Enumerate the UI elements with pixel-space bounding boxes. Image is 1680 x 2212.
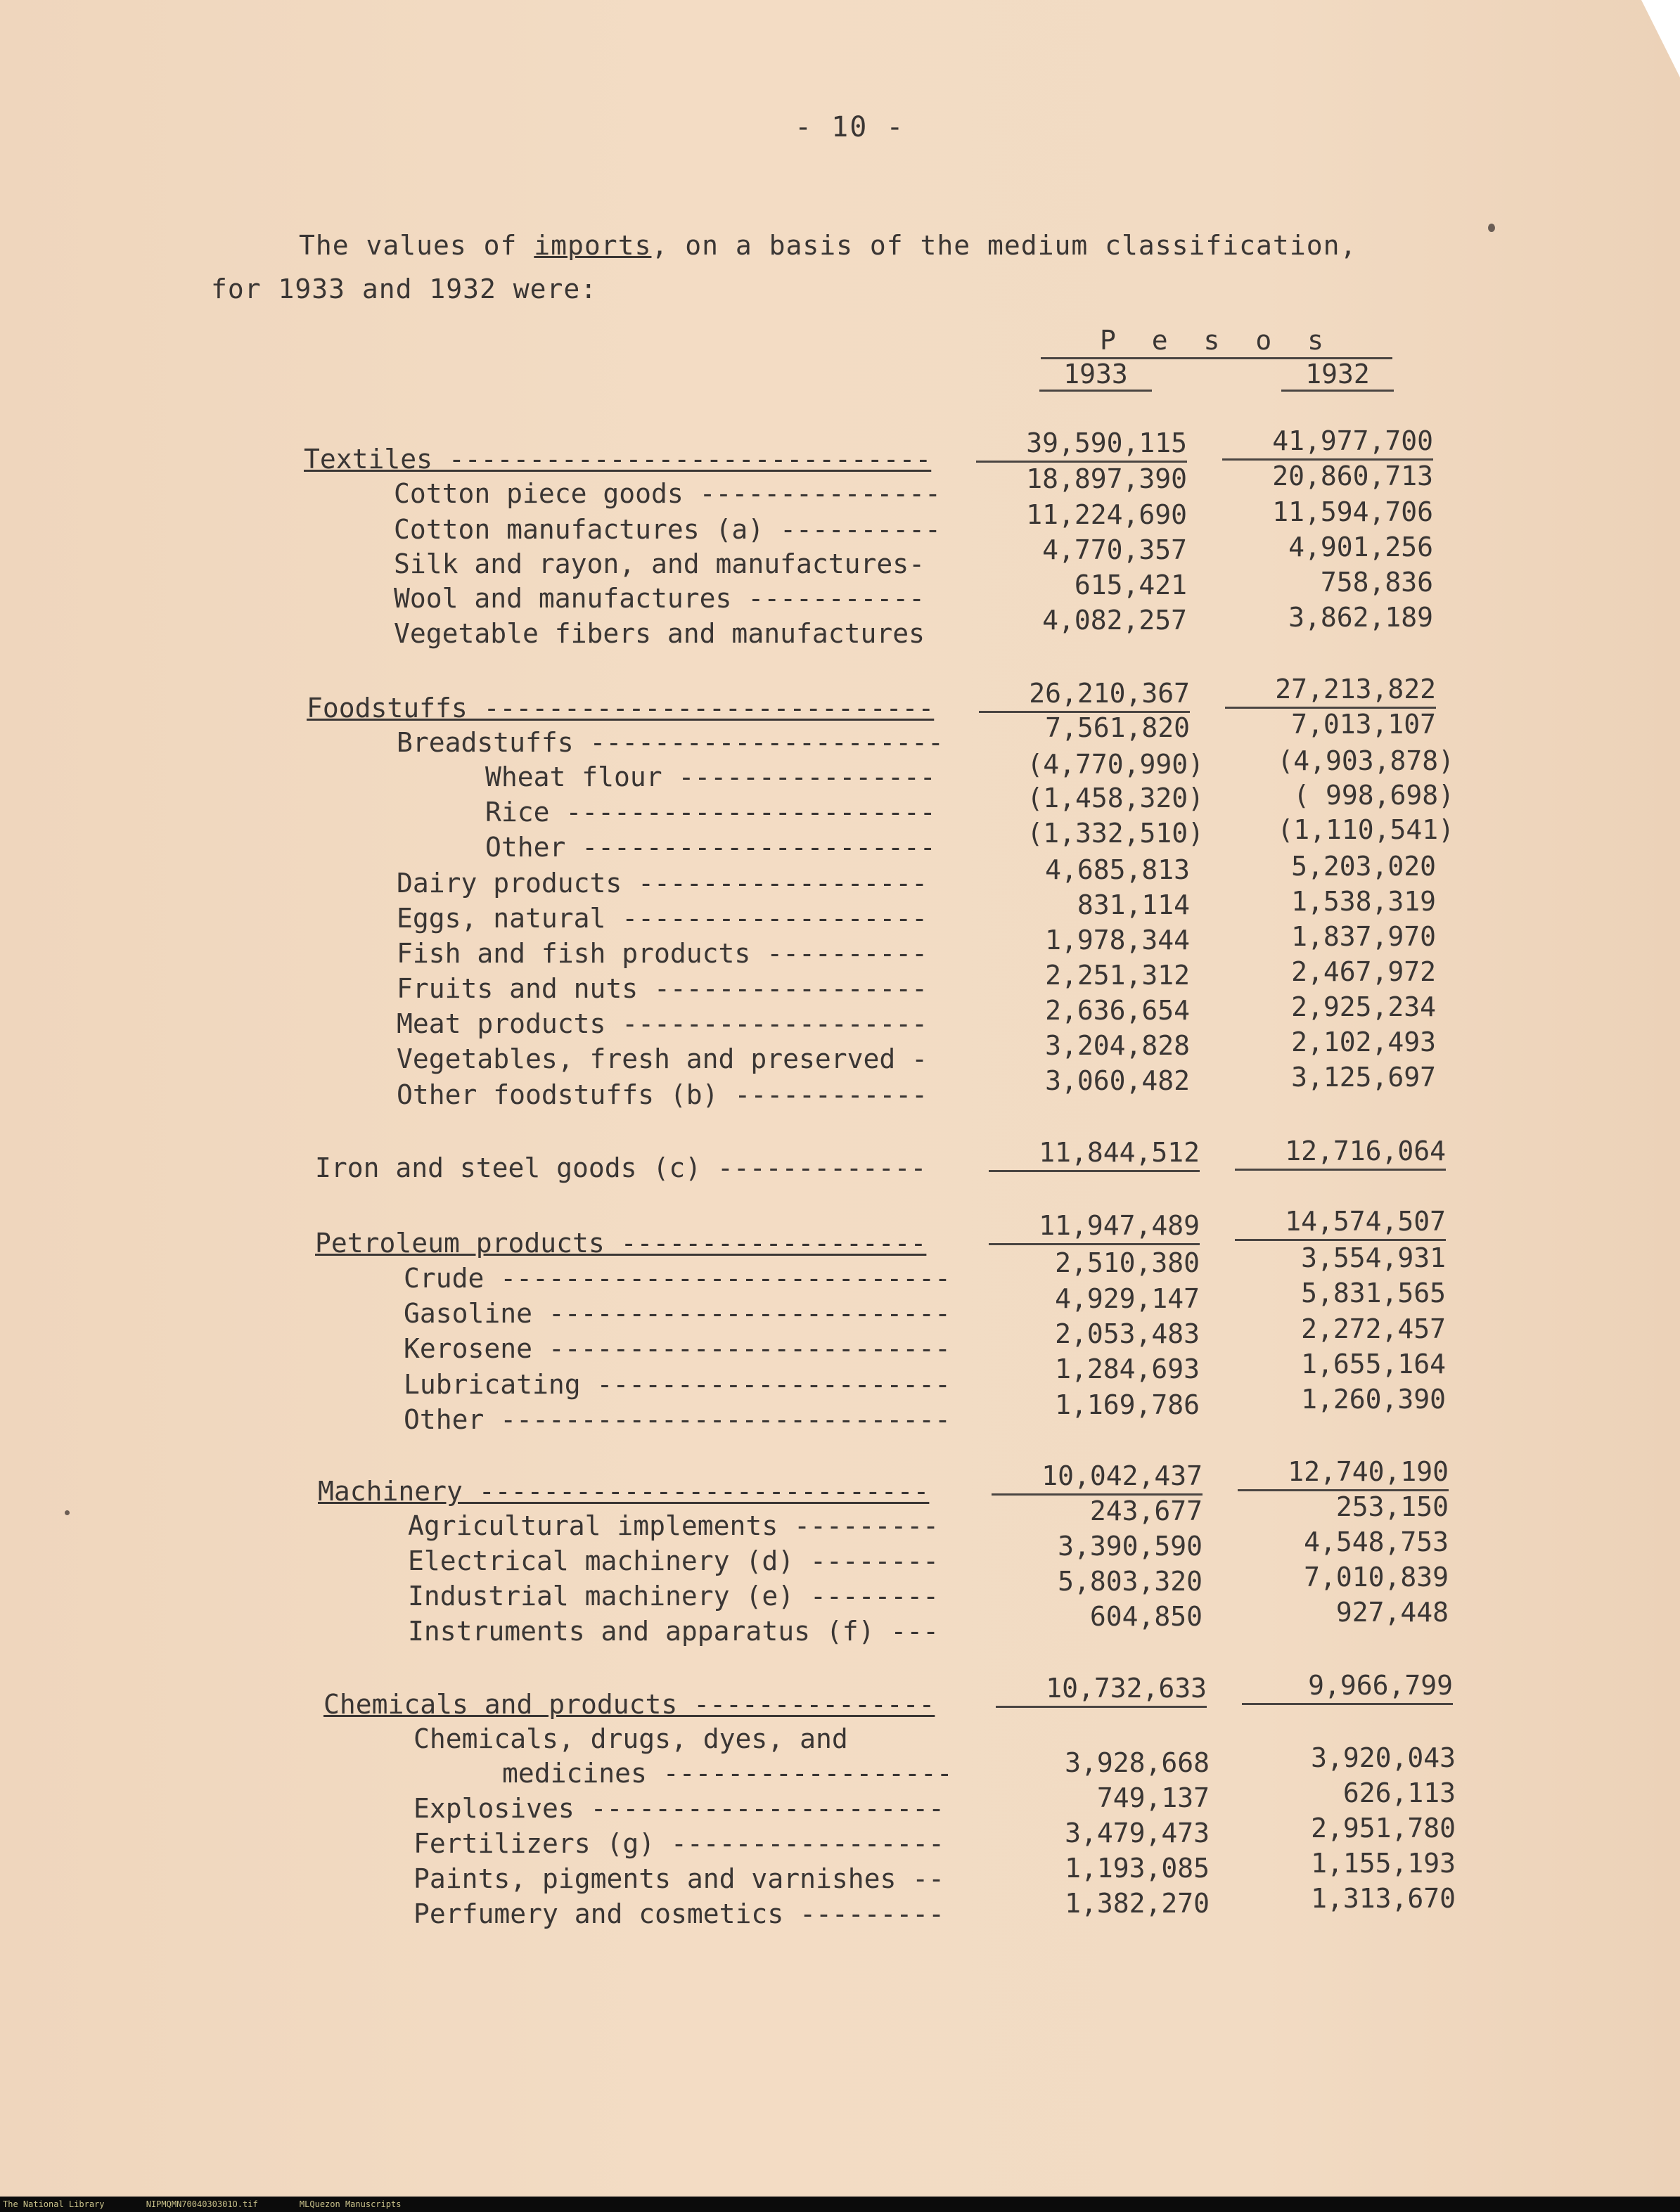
table-cell-1932: 2,102,493: [1291, 1027, 1436, 1057]
table-cell-1933: 604,850: [1089, 1601, 1203, 1632]
table-cell-1933: 2,251,312: [1045, 960, 1190, 991]
table-cell-1933: 2,053,483: [1055, 1318, 1200, 1349]
table-cell-1933: 1,978,344: [1045, 925, 1190, 956]
table-cell-1933: 10,732,633: [996, 1671, 1207, 1708]
table-cell-1933: 11,947,489: [989, 1208, 1200, 1245]
table-cell-1932: 1,655,164: [1301, 1349, 1446, 1380]
table-cell-1933: 3,390,590: [1058, 1531, 1203, 1562]
footer-file: NIPMQMN7004030301O.tif: [146, 2199, 258, 2209]
table-cell-1932: 4,548,753: [1304, 1526, 1449, 1557]
table-cell-1932: 7,010,839: [1304, 1562, 1449, 1593]
table-cell-1933: 26,210,367: [979, 676, 1190, 713]
table-cell-1933: 3,479,473: [1065, 1818, 1210, 1848]
table-cell-1932: 3,862,189: [1288, 602, 1433, 633]
ink-speck: [65, 1510, 70, 1515]
table-cell-1932: 626,113: [1342, 1777, 1456, 1808]
table-cell-1932: 20,860,713: [1272, 461, 1433, 491]
table-cell-1933: 4,770,357: [1042, 534, 1187, 565]
table-cell-1933: 2,636,654: [1045, 995, 1190, 1026]
table-cell-1933: 39,590,115: [976, 425, 1187, 463]
table-cell-1933: 243,677: [1089, 1496, 1203, 1526]
table-cell-1932: 1,538,319: [1291, 886, 1436, 917]
table-cell-1933: 1,284,693: [1055, 1353, 1200, 1384]
table-cell-1933: 749,137: [1096, 1782, 1210, 1813]
table-cell-1932: 7,013,107: [1291, 709, 1436, 740]
document-page: - 10 - The values of imports, on a basis of the medium classification, for 1933 and 1932 were: P e s o s 1933 1932 Textiles ------------------------------ 39,590,115 41,977,700 Cotton piece goods --------------- 18,897,390 20,860,713 Cotton manufactures (a) ---------- 11,224,690 11,594,706 Silk and rayon, and manufactures- 4,770,357 4,901,256 Wool and manufactures ----------- 615,421 758,836 Vegetable fibers and manufactures 4,082,257 3,862,189 Foodstuffs ---------------------------- 26,210,367 27,213,822 Breadstuffs ---------------------- 7,561,820 7,013,107 Wheat flour ---------------- (4,770,990) (4,903,878) Rice ----------------------- (1,458,320) ( 998,698) Other ---------------------- (1,332,510) (1,110,541) Dairy products ------------------ 4,685,813 5,203,020 Eggs, natural ------------------- 831,114 1,538,319 Fish and fish products ---------- 1,978,344 1,837,970 Fruits and nuts ----------------- 2,251,312 2,467,972 Meat products ------------------- 2,636,654 2,925,234 Vegetables, fresh and preserved - 3,204,828 2,102,493 Other foodstuffs (b) ------------ 3,060,482 3,125,697 Iron and steel goods (c) ------------- 11,844,512 12,716,064 Petroleum products ------------------- 11,947,489 14,574,507 Crude ---------------------------- 2,510,380 3,554,931 Gasoline ------------------------- 4,929,147 5,831,565 Kerosene ------------------------- 2,053,483 2,272,457 Lubricating ---------------------- 1,284,693 1,655,164 Other ---------------------------- 1,169,786 1,260,390 Machinery ---------------------------- 10,042,437 12,740,190 Agricultural implements --------- 243,677 253,150 Electrical machinery (d) -------- 3,390,590 4,548,753 Industrial machinery (e) -------- 5,803,320 7,010,839 Instruments and apparatus (f) --- 604,850 927,448 Chemicals and products --------------- 10,732,633 9,966,799 Chemicals, drugs, dyes, and medicines ------------------ 3,928,668 3,920,043 Explosives ---------------------- 749,137 626,113 Fertilizers (g) ----------------- 3,479,473 2,951,780 Paints, pigments and varnishes -- 1,193,085 1,155,193 Perfumery and cosmetics --------- 1,382,270 1,313,670: [0, 0, 1680, 2197]
table-cell-1932: 4,901,256: [1288, 532, 1433, 562]
table-cell-1933: 4,685,813: [1045, 854, 1190, 885]
table-cell-1933: 3,204,828: [1045, 1030, 1190, 1061]
page-number: - 10 -: [795, 111, 905, 143]
table-cell-1932: 1,313,670: [1311, 1883, 1456, 1914]
table-cell-1933: 11,224,690: [1026, 499, 1187, 530]
table-cell-1932: 5,203,020: [1291, 851, 1436, 882]
table-cell-1933: 4,082,257: [1042, 605, 1187, 636]
table-cell-1933: 4,929,147: [1055, 1283, 1200, 1314]
intro-paragraph: The values of imports, on a basis of the medium classification, for 1933 and 1932 were:: [211, 230, 1357, 304]
table-cell-1932: 253,150: [1335, 1491, 1449, 1522]
footer-library: The National Library: [3, 2199, 105, 2209]
table-cell-1932: 1,837,970: [1291, 921, 1436, 952]
table-cell-1932: 927,448: [1335, 1597, 1449, 1628]
table-cell-1932: 11,594,706: [1272, 496, 1433, 527]
table-cell-1932: 3,554,931: [1301, 1242, 1446, 1273]
table-cell-1933: 1,169,786: [1055, 1389, 1200, 1420]
table-cell-1933: (4,770,990): [1027, 749, 1204, 780]
table-cell-1933: (1,332,510): [1027, 818, 1204, 849]
imports-word: imports: [534, 230, 652, 261]
table-cell-1932: ( 998,698): [1293, 780, 1454, 811]
table-cell-1933: 5,803,320: [1058, 1566, 1203, 1597]
table-cell-1933: 18,897,390: [1026, 463, 1187, 494]
table-cell-1932: 758,836: [1320, 567, 1433, 598]
table-cell-1933: 10,042,437: [992, 1458, 1203, 1496]
table-cell-1932: 3,920,043: [1311, 1742, 1456, 1773]
table-cell-1932: 2,951,780: [1311, 1813, 1456, 1844]
year-1932-header: 1932: [1281, 359, 1394, 392]
table-cell-1932: 12,716,064: [1235, 1133, 1446, 1171]
table-cell-1932: 5,831,565: [1301, 1278, 1446, 1308]
table-cell-1932: (1,110,541): [1277, 814, 1454, 845]
table-cell-1932: 12,740,190: [1238, 1454, 1449, 1491]
table-cell-1933: 11,844,512: [989, 1135, 1200, 1172]
table-cell-1933: 7,561,820: [1045, 712, 1190, 743]
table-cell-1933: (1,458,320): [1027, 783, 1204, 814]
table-cell-1932: 1,155,193: [1311, 1848, 1456, 1879]
table-cell-1933: 2,510,380: [1055, 1247, 1200, 1278]
table-cell-1933: 1,382,270: [1065, 1888, 1210, 1919]
table-cell-1933: 615,421: [1074, 570, 1187, 600]
table-cell-1932: 9,966,799: [1242, 1668, 1453, 1705]
table-cell-1932: 41,977,700: [1222, 423, 1433, 461]
table-cell-1933: 3,928,668: [1065, 1747, 1210, 1778]
table-cell-1933: 1,193,085: [1065, 1853, 1210, 1884]
table-cell-1932: 3,125,697: [1291, 1062, 1436, 1093]
table-cell-1932: 2,467,972: [1291, 956, 1436, 987]
table-cell-1932: (4,903,878): [1277, 745, 1454, 776]
currency-header: P e s o s: [1041, 325, 1392, 359]
footer-collection: MLQuezon Manuscripts: [299, 2199, 402, 2209]
table-cell-1932: 2,925,234: [1291, 991, 1436, 1022]
table-cell-1932: 27,213,822: [1225, 671, 1436, 709]
archive-footer: [0, 2197, 1680, 2212]
table-cell-1933: 3,060,482: [1045, 1065, 1190, 1096]
table-cell-1932: 1,260,390: [1301, 1384, 1446, 1415]
table-cell-1932: 14,574,507: [1235, 1204, 1446, 1241]
year-1933-header: 1933: [1039, 359, 1152, 392]
table-cell-1933: 831,114: [1077, 889, 1190, 920]
table-cell-1932: 2,272,457: [1301, 1313, 1446, 1344]
page-corner-fold: [1641, 0, 1680, 77]
